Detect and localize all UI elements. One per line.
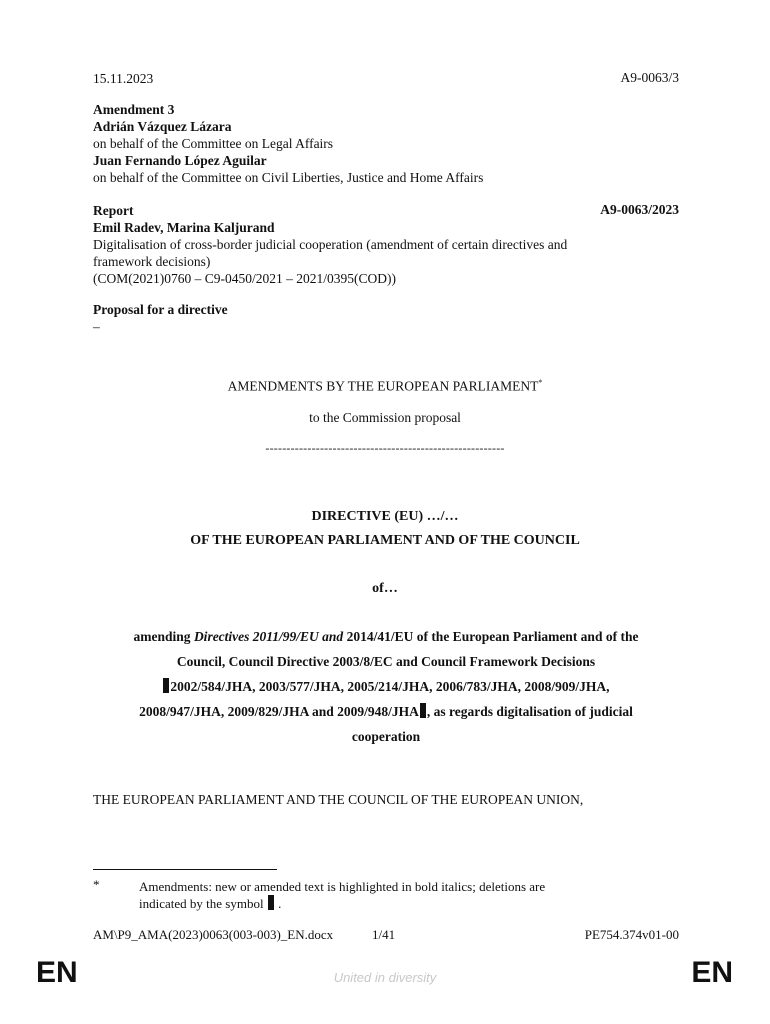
footnote-end: . [278,896,282,911]
amending-line-1-rest: 2014/41/EU of the European Parliament and of the [343,629,639,644]
footnote-line-2 [139,895,545,912]
report-procedure: (COM(2021)0760 – C9-0450/2021 – 2021/0395(COD)) [93,271,396,286]
union-line: THE EUROPEAN PARLIAMENT AND THE COUNCIL OF THE EUROPEAN UNION, [93,792,584,807]
report-title-line-2: framework decisions) [93,254,211,269]
amendments-heading-text: AMENDMENTS BY THE EUROPEAN PARLIAMENT [227,378,539,394]
directive-subtitle: OF THE EUROPEAN PARLIAMENT AND OF THE COUNCIL [190,533,580,548]
language-code-right: EN [691,956,733,989]
amendment-number: Amendment 3 [93,102,175,117]
deletion-marker [420,703,426,718]
amending-line-4-a: 2008/947/JHA, 2009/829/JHA and 2009/948/JHA [139,704,419,719]
amendments-heading [0,378,770,395]
amending-line-3 [93,674,679,699]
document-date: 15.11.2023 [93,71,154,86]
amendment-author-1-role: on behalf of the Committee on Legal Affairs [93,136,334,151]
amending-new-text: Directives 2011/99/EU and [193,629,344,644]
footnote-reference: * [538,378,543,387]
footnote-marker: * [93,877,100,892]
to-commission-proposal: to the Commission proposal [309,410,461,425]
report-label: Report [93,203,134,218]
deletion-symbol [268,895,274,910]
amending-line-3-text: 2002/584/JHA, 2003/577/JHA, 2005/214/JHA, 2006/783/JHA, 2008/909/JHA, [170,679,610,694]
directive-title: DIRECTIVE (EU) …/… [311,509,459,524]
amending-line-1 [93,624,679,649]
amending-line-4-b: , as regards digitalisation of judicial [426,704,633,719]
footnote-divider [93,869,277,870]
amending-line-5: cooperation [351,729,421,744]
proposal-label: Proposal for a directive [93,302,228,317]
footnote-line-2-text: indicated by the symbol [139,896,264,911]
document-reference: A9-0063/3 [620,70,679,85]
footer-doc-ref: AM\P9_AMA(2023)0063(003-003)_EN.docx [93,927,334,942]
footnote-text [139,879,545,912]
report-rapporteurs: Emil Radev, Marina Kaljurand [93,220,275,235]
report-title-line-1: Digitalisation of cross-border judicial cooperation (amendment of certain directives and [93,237,568,252]
amending-line-2: Council, Council Directive 2003/8/EC and Council Framework Decisions [176,654,596,669]
deletion-marker [163,678,169,693]
directive-of: of… [372,581,398,596]
amendment-author-1: Adrián Vázquez Lázara [93,119,232,134]
separator-line: --------------------------------------------------------- [265,441,505,455]
amending-paragraph [93,624,679,749]
amending-prefix: amending [133,629,194,644]
eu-motto: United in diversity [333,970,437,985]
footer-pe-ref: PE754.374v01-00 [584,927,679,942]
amendment-author-2: Juan Fernando López Aguilar [93,153,267,168]
amending-line-4 [93,699,679,724]
report-reference: A9-0063/2023 [600,202,679,217]
proposal-dash: – [93,319,100,334]
amendment-author-2-role: on behalf of the Committee on Civil Liberties, Justice and Home Affairs [93,170,484,185]
footer-page-number: 1/41 [372,927,396,942]
language-code-left: EN [36,956,78,989]
footnote-line-1: Amendments: new or amended text is highlighted in bold italics; deletions are [139,879,546,894]
